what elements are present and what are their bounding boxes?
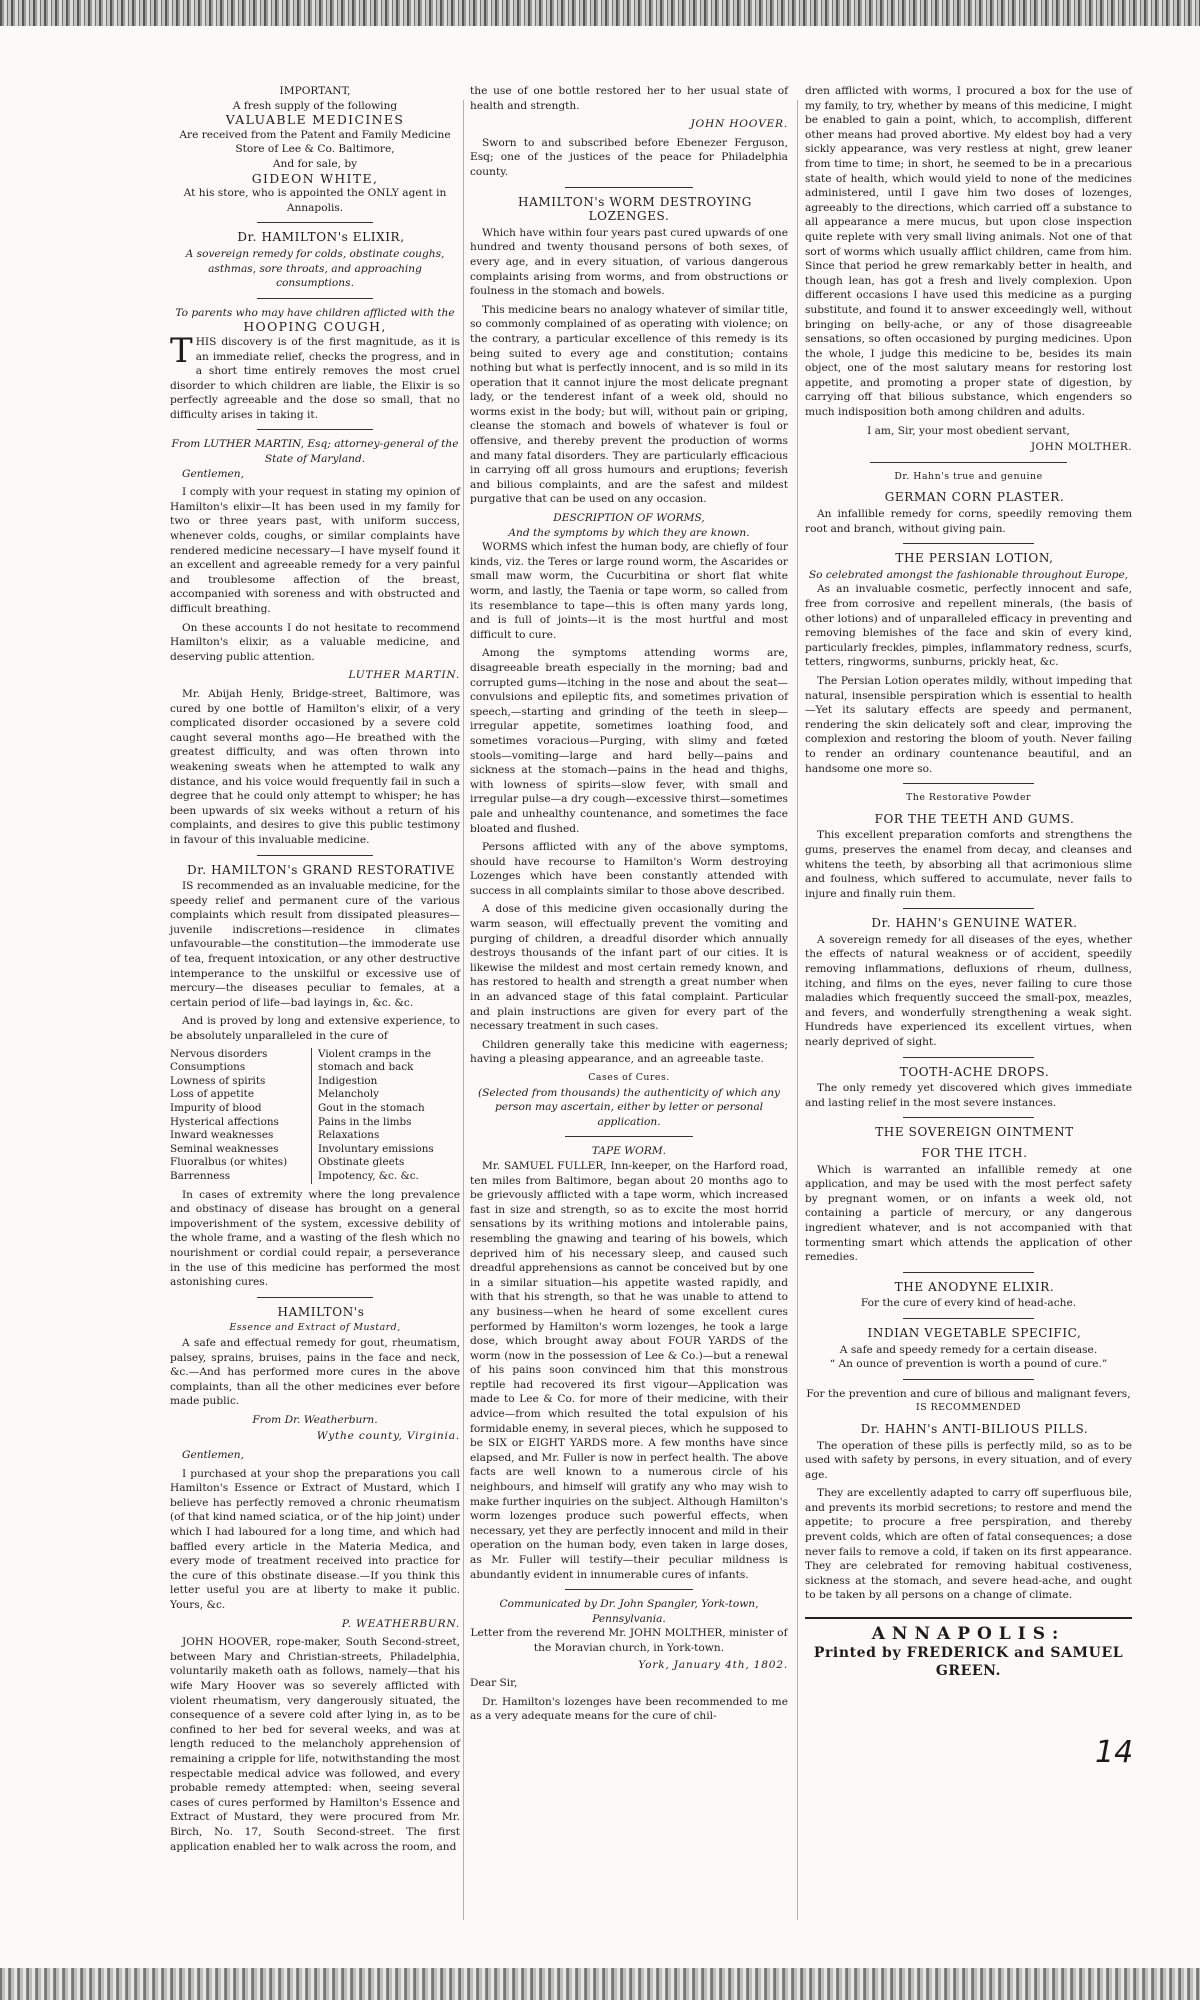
description-paragraph-1: WORMS which infest the human body, are chiefly of four kinds, viz. the Teres or large round worm, the Ascarides or small maw worm, the Cucurbitina or short flat white worm, and lastly, the Taenia or tape worm, so called from its resemblance to tape—this is often many yards long, and is full of joints—it is the most hurtful and most difficult to cure. xyxy=(470,541,788,641)
hoover-signature: JOHN HOOVER. xyxy=(690,118,788,131)
divider xyxy=(870,462,1066,463)
divider xyxy=(565,187,692,188)
page-number: 14 xyxy=(1095,1735,1134,1770)
cases-heading: Cases of Cures. xyxy=(588,1072,670,1083)
persian-lotion-subtitle: So celebrated amongst the fashionable throughout Europe, xyxy=(808,568,1129,581)
grand-paragraph-2: And is proved by long and extensive experience, to be absolutely unparalleled in the cure of xyxy=(170,1015,460,1043)
fresh-supply-line: A fresh supply of the following xyxy=(232,99,398,112)
worm-lozenges-heading: HAMILTON's WORM DESTROYING LOZENGES. xyxy=(518,194,752,224)
cases-subtitle: (Selected from thousands) the authenticity of which any person may ascertain, either by letter or personal application. xyxy=(477,1086,781,1128)
molther-closing: I am, Sir, your most obedient servant, xyxy=(867,424,1070,437)
list-item: Impurity of blood xyxy=(170,1102,262,1114)
list-item: Loss of appetite xyxy=(170,1088,254,1101)
gideon-white-heading: GIDEON WHITE, xyxy=(251,170,379,186)
henly-paragraph: Mr. Abijah Henly, Bridge-street, Baltimore, was cured by one bottle of Hamilton's elixir, of a very complicated disorder occasioned by a severe cold caught several months ago—He breathed with the greatest difficulty, and was often thrown into weakening sweats when he attempted to walk any distance, and his voice would frequently fail in such a degree that he could only attempt to whisper; he has been upwards of six weeks without a return of his complaints, and desires to give this public testimony in favour of this invaluable medicine. xyxy=(170,687,460,846)
description-paragraph-2: Among the symptoms attending worms are, disagreeable breath especially in the morning; bad and corrupted gums—itching in the nose and about the seat—convulsions and epileptic fits, and sometimes privation of speech,—starting and grinding of the teeth in sleep—irregular appetite, sometimes loathing food, and sometimes voracious—Purging, with slimy and fœted stools—vomiting—large and hard belly—pains and sickness at the stomach—pains in the head and thighs, with lowness of spirits—slow fever, with small and irregular pulse—a dry cough—excessive thirst—sometimes pale and unhealthy countenance, and sometimes the face bloated and flushed. xyxy=(470,647,788,835)
list-item: Gout in the stomach xyxy=(318,1102,425,1114)
martin-signature: LUTHER MARTIN. xyxy=(348,669,460,682)
column-2 xyxy=(470,84,788,1728)
list-item: stomach and back xyxy=(318,1061,414,1074)
pills-paragraph-2: They are excellently adapted to carry off superfluous bile, and prevents its morbid secretions; to restore and mend the appetite; to procure a free perspiration, and thereby prevent colds, which are often of fatal consequences; a dose never fails to remove a cold, if taken on its first appearance. They are celebrated for removing habitual costiveness, sickness at the stomach, and severe head-ache, and ought to be taken by all persons on a change of climate. xyxy=(805,1487,1132,1602)
persian-lotion-heading: THE PERSIAN LOTION, xyxy=(895,551,1054,566)
divider xyxy=(903,1057,1034,1058)
molther-signature: JOHN MOLTHER. xyxy=(1030,441,1132,454)
divider xyxy=(903,783,1034,784)
persian-paragraph-2: The Persian Lotion operates mildly, without impeding that natural, insensible perspiration which is essential to health—Yet its salutary effects are speedy and permanent, rendering the skin delicately soft and clear, improving the complexion and restoring the bloom of youth. Never failing to render an ordinary countenance beautiful, and an handsome one more so. xyxy=(805,674,1132,775)
imprint xyxy=(805,1617,1132,1679)
martin-from: From LUTHER MARTIN, Esq; attorney-general of the State of Maryland. xyxy=(171,438,459,466)
indian-quote: “ An ounce of prevention is worth a pound of cure.” xyxy=(829,1358,1108,1371)
important-heading: IMPORTANT, xyxy=(279,85,351,97)
column-3 xyxy=(805,84,1132,1679)
elixir-subtitle: A sovereign remedy for colds, obstinate coughs, asthmas, sore throats, and approaching consumptions. xyxy=(185,247,445,290)
anti-bilious-pills-heading: Dr. HAHN's ANTI-BILIOUS PILLS. xyxy=(860,1421,1089,1436)
mustard-subtitle: Essence and Extract of Mustard, xyxy=(229,1322,401,1334)
description-paragraph-3: Persons afflicted with any of the above symptoms, should have recourse to Hamilton's Worm destroying Lozenges which have been constantly attended with success in all complaints similar to those above described. xyxy=(470,841,788,897)
letter-from-line: Letter from the reverend Mr. JOHN MOLTHER, minister of the Moravian church, in York-town. xyxy=(470,1627,788,1654)
corn-plaster-pre: Dr. Hahn's true and genuine xyxy=(894,470,1043,482)
list-item: Pains in the limbs xyxy=(318,1115,412,1128)
salutation: Gentlemen, xyxy=(182,467,244,480)
persian-paragraph-1: As an invaluable cosmetic, perfectly innocent and safe, free from corrosive and repellent minerals, (the basis of other lotions) and of unparalleled efficacy in preventing and removing blemishes of the face and skin of every kind, particularly freckles, pimples, inflammatory redness, scurfs, tetters, ringworms, sunburns, prickly heat, &c. xyxy=(805,583,1132,669)
martin-paragraph-2: On these accounts I do not hesitate to recommend Hamilton's elixir, as a valuable medicine, and deserving public attention. xyxy=(170,621,460,663)
weatherburn-from: From Dr. Weatherburn. xyxy=(252,1413,378,1426)
bilious-paragraph: For the prevention and cure of bilious and malignant fevers, xyxy=(806,1387,1131,1400)
molther-paragraph-1: Dr. Hamilton's lozenges have been recommended to me as a very adequate means for the cure of chil- xyxy=(470,1695,788,1723)
imprint-printer-line-2: GREEN. xyxy=(935,1663,1002,1680)
martin-paragraph-1: I comply with your request in stating my opinion of Hamilton's elixir—It has been used in my family for two or three years past, with uniform success, whenever colds, coughs, or similar complaints have rendered medicine necessary—I have myself found it an excellent and agreeable remedy for a very painful and troublesome affection of the breast, accompanied with soreness and with obstructed and difficult breathing. xyxy=(170,486,460,615)
water-paragraph: A sovereign remedy for all diseases of the eyes, whether the effects of natural weakness or of accident, speedily removing inflammations, defluxions of rheum, dullness, itching, and films on the eyes, never failing to cure those maladies which frequently succeed the small-pox, meazles, and fevers, and wonderfully strengthening a weak sight. Hundreds have experienced its excellent virtues, when nearly deprived of sight. xyxy=(805,933,1132,1049)
column-1 xyxy=(170,84,460,1858)
salutation: Gentlemen, xyxy=(182,1449,244,1462)
disorder-list-right xyxy=(318,1048,460,1184)
fuller-paragraph: Mr. SAMUEL FULLER, Inn-keeper, on the Harford road, ten miles from Baltimore, began about 20 months ago to be grievously afflicted with a tape worm, which increased fast in size and strength, so as to excite the most horrid sensations by its writhing motions and intolerable pains, resembling the gnawing and tearing of his bowels, which deprived him of his necessary sleep, and caused such dreadful apprehensions as cannot be conceived but by one in a similar situation—his appetite wasted rapidly, and with that his strength, so that he was unable to attend to any business—when he heard of some excellent cures performed by Hamilton's worm lozenges, he took a large dose, which brought away about FOUR YARDS of the worm (now in the possession of Lee & Co.)—but a renewal of his pains soon convinced him that this monstrous reptile had recovered its first vigour—Application was made to Lee & Co. for more of their medicine, with their advice—from which resulted the total expulsion of his formidable enemy, in several pieces, which he supposed to be SIX or EIGHT YARDS more. A few months have since elapsed, and Mr. Fuller is now in perfect health. The above facts are well known to a numerous circle of his neighbours, and himself will gratify any who may wish to make further inquiries on the subject. Although Hamilton's worm lozenges produce such powerful effects, when necessary, yet they are perfectly innocent and mild in their operation on the human body, even taken in large doses, as Mr. Fuller will testify—their peculiar mildness is abundantly evident in innumerable cures of infants. xyxy=(470,1159,789,1581)
list-item: Melancholy xyxy=(318,1088,379,1101)
divider xyxy=(903,1379,1034,1380)
grand-paragraph-1: IS recommended as an invaluable medicine, for the speedy relief and permanent cure of the various complaints which result from dissipated pleasures—juvenile indiscretions—residence in climates unfavourable—the constitution—the immoderate use of tea, frequent intoxication, or any other destructive intemperance to the unskilful or excessive use of mercury—the diseases peculiar to females, at a certain period of life—bad layings in, &c. &c. xyxy=(170,880,460,1009)
wythe-county: Wythe county, Virginia. xyxy=(316,1430,460,1443)
divider xyxy=(903,1318,1034,1319)
divider xyxy=(257,855,373,856)
anodyne-elixir-heading: THE ANODYNE ELIXIR. xyxy=(894,1279,1055,1294)
list-item: Consumptions xyxy=(170,1061,246,1074)
worm-paragraph-2: This medicine bears no analogy whatever of similar title, so commonly complained of as operating with violence; on the contrary, a particular excellence of this remedy is its being suited to every age and constitution; contains nothing but what is perfectly innocent, and is so mild in its operation that it cannot injure the most delicate pregnant lady, or the tenderest infant of a week old, should no worms exist in the body; but will, without pain or griping, cleanse the stomach and bowels of whatever is foul or offensive, and thereby prevent the production of worms and many fatal disorders. They are particularly efficacious in carrying off all gross humours and eruptions; feverish and bilious complaints, and are the safest and mildest purgative that can be used on any occasion. xyxy=(470,303,788,506)
mustard-heading: HAMILTON's xyxy=(277,1304,365,1319)
sworn-paragraph: Sworn to and subscribed before Ebenezer Ferguson, Esq; one of the justices of the peace for Philadelphia county. xyxy=(470,136,788,178)
toothache-paragraph: The only remedy yet discovered which gives immediate and lasting relief in the most severe instances. xyxy=(805,1082,1132,1109)
divider xyxy=(903,908,1034,909)
list-item: Hysterical affections xyxy=(170,1115,279,1128)
imprint-place: ANNAPOLIS: xyxy=(871,1624,1066,1645)
list-item: Violent cramps in the xyxy=(318,1047,431,1060)
description-heading: DESCRIPTION OF WORMS, xyxy=(553,512,705,525)
description-subtitle: And the symptoms by which they are known. xyxy=(508,526,750,539)
description-paragraph-4: A dose of this medicine given occasionally during the warm season, will effectually prevent the vomiting and purging of children, a dreadful disorder which annually destroys thousands of the infant part of our cities. It is likewise the mildest and most certain remedy known, and has restored to health and strength a great number when in an advanced stage of this fatal complaint. Particular and plain instructions are given for every part of the necessary treatment in such cases. xyxy=(470,903,788,1033)
restorative-powder-pre: The Restorative Powder xyxy=(906,792,1031,804)
weatherburn-signature: P. WEATHERBURN. xyxy=(341,1617,460,1630)
column-rule-2 xyxy=(797,100,798,1920)
divider xyxy=(565,1136,692,1137)
tape-worm-heading: TAPE WORM. xyxy=(591,1145,667,1158)
list-item: Barrenness xyxy=(170,1169,231,1182)
divider xyxy=(565,1589,692,1590)
dear-sir: Dear Sir, xyxy=(470,1677,518,1690)
annapolis-line: Annapolis. xyxy=(286,201,344,214)
scan-edge-top xyxy=(0,0,1200,26)
only-agent-line: At his store, who is appointed the ONLY agent in xyxy=(183,187,447,200)
description-paragraph-5: Children generally take this medicine with eagerness; having a pleasing appearance, and an agreeable taste. xyxy=(470,1038,788,1066)
list-item: Obstinate gleets xyxy=(318,1156,405,1169)
divider xyxy=(257,429,373,430)
list-item: Involuntary emissions xyxy=(318,1142,434,1155)
list-item: Relaxations xyxy=(318,1129,380,1142)
divider xyxy=(257,222,373,223)
list-item: Nervous disorders xyxy=(170,1047,268,1060)
worm-paragraph-1: Which have within four years past cured upwards of one hundred and twenty thousand persons of both sexes, of every age, and in every situation, of various dangerous complaints arising from worms, and from obstructions or foulness in the stomach and bowels. xyxy=(470,226,788,298)
corn-plaster-heading: GERMAN CORN PLASTER. xyxy=(884,490,1065,505)
imprint-printer-line-1: Printed by FREDERICK and SAMUEL xyxy=(813,1644,1124,1661)
grand-restorative-heading: Dr. HAMILTON's GRAND RESTORATIVE xyxy=(187,862,455,877)
divider xyxy=(257,1297,373,1298)
indian-specific-heading: INDIAN VEGETABLE SPECIFIC, xyxy=(867,1325,1082,1340)
york-date: York, January 4th, 1802. xyxy=(638,1658,788,1671)
discovery-paragraph: THIS discovery is of the first magnitude, as it is an immediate relief, checks the progress, and in a short time entirely removes the most cruel disorder to which children are liable, the Elixir is so perfectly agreeable and the dose so small, that no difficulty arises in taking it. xyxy=(170,330,460,421)
list-item: Seminal weaknesses xyxy=(170,1142,279,1155)
genuine-water-heading: Dr. HAHN's GENUINE WATER. xyxy=(871,916,1078,931)
disorder-list xyxy=(170,1048,460,1184)
for-sale-line: And for sale, by xyxy=(272,157,358,170)
divider xyxy=(257,298,373,299)
drop-cap: T xyxy=(170,330,193,371)
teeth-gums-heading: FOR THE TEETH AND GUMS. xyxy=(874,811,1075,826)
anodyne-paragraph: For the cure of every kind of head-ache. xyxy=(860,1297,1077,1310)
communicated-line: Communicated by Dr. John Spangler, York-town, Pennsylvania. xyxy=(499,1598,759,1625)
list-item: Inward weaknesses xyxy=(170,1129,274,1142)
pills-paragraph-1: The operation of these pills is perfectly mild, so as to be used with safety by persons, in every situation, and of every age. xyxy=(805,1439,1132,1481)
ointment-paragraph: Which is warranted an infallible remedy at one application, and may be used with the most perfect safety by pregnant women, or on infants a week old, not containing a particle of mercury, or any dangerous ingredient whatever, and is not accompanied with that tormenting smart which attends the application of other remedies. xyxy=(805,1163,1132,1264)
received-from-line: Are received from the Patent and Family Medicine xyxy=(179,128,451,141)
molther-continued: dren afflicted with worms, I procured a box for the use of my family, to try, whether by means of this medicine, I might be enabled to gain a point, which, to accomplish, different other means had proved abortive. My eldest boy had a very sickly appearance, was very restless at night, grew leaner from time to time; in short, he seemed to be in a precarious state of health, which would yield to none of the medicines administered, until I gave him two doses of lozenges, agreeably to the directions, which carried off a substance to all appearance a mere mucus, but upon close inspection quite replete with very small living animals. Not one of that sort of worms which usually afflict children, came from him. Since that period he grew remarkably better in health, and though lean, has got a fresh and lively complexion. Upon different occasions I have used this medicine as a purging substitute, and found it to answer exceedingly well, without bringing on belly-ache, or any of those disagreeable sensations, so often occasioned by purging medicines. Upon the whole, I judge this medicine to be, besides its main object, one of the most salutary means for restoring lost appetite, and promoting a proper state of digestion, by carrying off that bilious substance, which engenders so much indisposition both among children and adults. xyxy=(805,85,1132,419)
divider xyxy=(903,543,1034,544)
powder-paragraph: This excellent preparation comforts and strengthens the gums, preserves the enamel from decay, and cleanses and whitens the teeth, by absorbing all that acrimonious slime and foulness, which suffered to accumulate, never fails to injure and finally ruin them. xyxy=(805,829,1132,900)
divider xyxy=(903,1117,1034,1118)
parents-line: To parents who may have children afflicted with the xyxy=(175,306,455,319)
grand-paragraph-3: In cases of extremity where the long prevalence and obstinacy of disease has brought on a general impoverishment of the system, excessive debility of the whole frame, and a wasting of the flesh which no nourishment or cordial could repair, a perseverance in the use of this medicine has performed the most astonishing cures. xyxy=(170,1188,460,1289)
weatherburn-paragraph: I purchased at your shop the preparations you call Hamilton's Essence or Extract of Mustard, which I believe has perfectly removed a chronic rheumatism (of that kind named sciatica, or of the hip joint) under which I had laboured for a long time, and which had baffled every article in the Materia Medica, and every mode of treatment received into practice for the cure of this obstinate disease.—If you think this letter useful you are at liberty to make it public. Yours, &c. xyxy=(170,1467,460,1611)
column-rule-1 xyxy=(463,100,464,1920)
toothache-drops-heading: TOOTH-ACHE DROPS. xyxy=(899,1064,1050,1079)
mustard-paragraph: A safe and effectual remedy for gout, rheumatism, palsey, sprains, bruises, pains in the face and neck, &c.—And has performed more cures in the above complaints, than all the other medicines ever before made public. xyxy=(170,1336,460,1408)
hoover-continued: the use of one bottle restored her to her usual state of health and strength. xyxy=(470,85,788,112)
hoover-paragraph: JOHN HOOVER, rope-maker, South Second-street, between Mary and Christian-streets, Philadelphia, voluntarily maketh oath as follows, namely—that his wife Mary Hoover was so severely afflicted with violent rheumatism, very dangerously situated, the consequence of a severe cold after lying in, as to be confined to her bed for several weeks, and was at length reduced to the melancholy apprehension of remaining a cripple for life, notwithstanding the most respectable medical advice was followed, and every probable remedy attempted: when, seeing several cases of cures performed by Hamilton's Essence and Extract of Mustard, they were procured from Mr. Birch, No. 17, South Second-street. The first application enabled her to walk across the room, and xyxy=(170,1636,460,1853)
hooping-cough-heading: HOOPING COUGH, xyxy=(243,319,387,335)
divider xyxy=(903,1272,1034,1273)
valuable-medicines-heading: VALUABLE MEDICINES xyxy=(225,112,405,128)
list-item: Indigestion xyxy=(318,1074,378,1087)
list-item: Lowness of spirits xyxy=(170,1074,266,1087)
indian-paragraph: A safe and speedy remedy for a certain disease. xyxy=(839,1343,1098,1356)
ointment-heading: THE SOVEREIGN OINTMENT xyxy=(875,1125,1074,1140)
list-item: Impotency, &c. &c. xyxy=(318,1169,419,1182)
is-recommended: IS RECOMMENDED xyxy=(916,1402,1021,1414)
scan-edge-bottom xyxy=(0,1968,1200,2000)
list-item: Fluoralbus (or whites) xyxy=(170,1156,288,1169)
elixir-heading: Dr. HAMILTON's ELIXIR, xyxy=(237,230,405,245)
corn-plaster-paragraph: An infallible remedy for corns, speedily removing them root and branch, without giving pain. xyxy=(805,508,1132,535)
ointment-subtitle: FOR THE ITCH. xyxy=(921,1146,1028,1160)
store-line: Store of Lee & Co. Baltimore, xyxy=(235,143,395,156)
disorder-list-left xyxy=(170,1048,312,1184)
